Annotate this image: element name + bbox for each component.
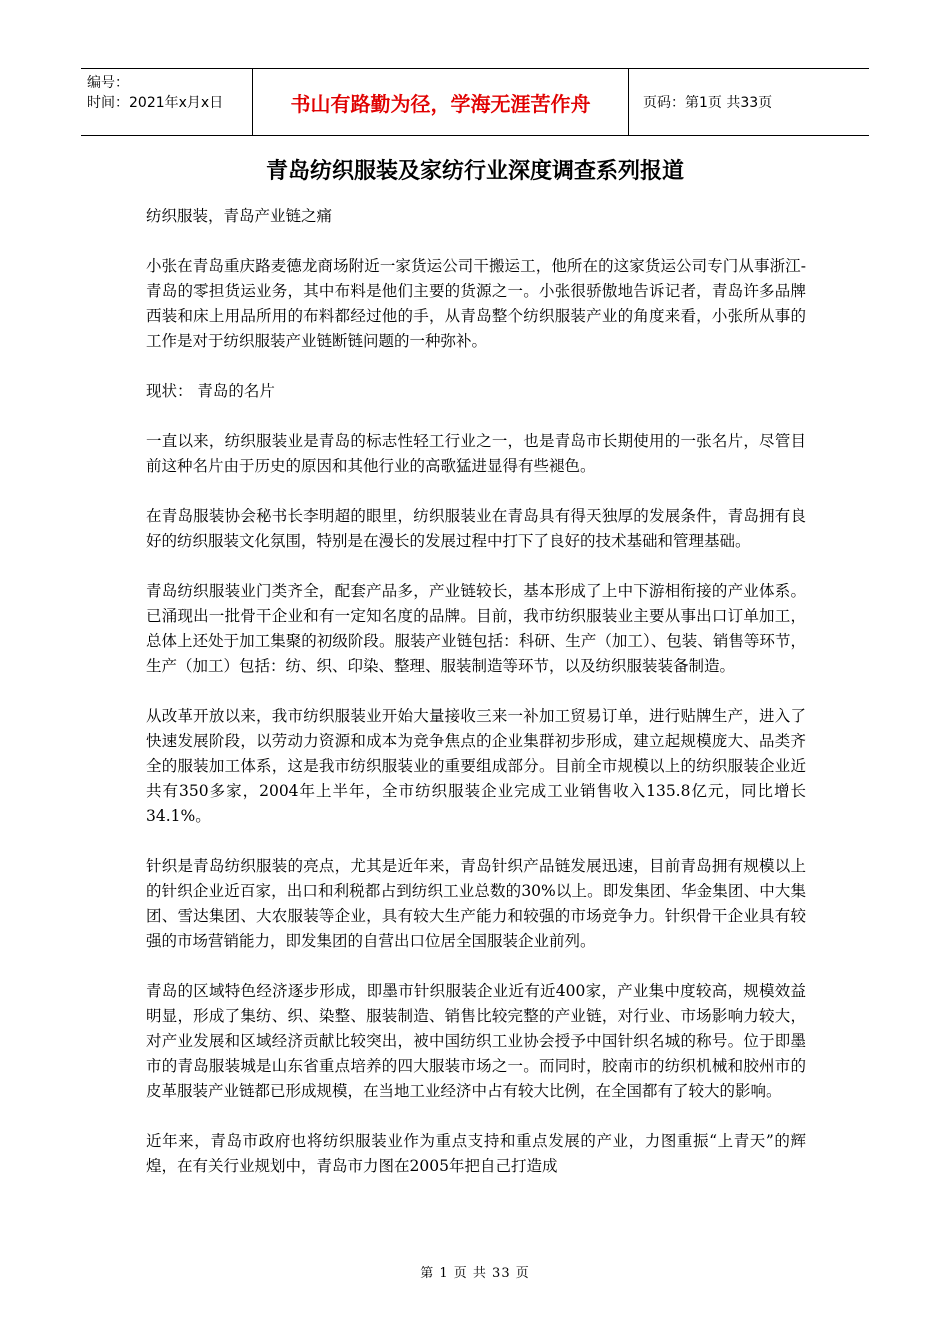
header-page-info: 页码：第1页 共33页 <box>643 95 773 111</box>
time-label: 时间：2021年x月x日 <box>87 95 224 111</box>
paragraph: 从改革开放以来，我市纺织服装业开始大量接收三来一补加工贸易订单，进行贴牌生产，进入了快速发展阶段，以劳动力资源和成本为竞争焦点的企业集群初步形成，建立起规模庞大、品类齐全的服装加工体系，这是我市纺织服装业的重要组成部分。目前全市规模以上的纺织服装企业近共有350多家，2004年上半年，全市纺织服装企业完成工业销售收入135.8亿元，同比增长34.1%。 <box>146 707 806 825</box>
page-header <box>81 68 869 136</box>
paragraph: 青岛的区域特色经济逐步形成，即墨市针织服装企业近有近400家，产业集中度较高，规模效益明显，形成了集纺、织、染整、服装制造、销售比较完整的产业链，对行业、市场影响力较大，对产业发展和区域经济贡献比较突出，被中国纺织工业协会授予中国针织名城的称号。位于即墨市的青岛服装城是山东省重点培养的四大服装市场之一。而同时，胶南市的纺织机械和胶州市的皮革服装产业链都已形成规模，在当地工业经济中占有较大比例，在全国都有了较大的影响。 <box>146 982 806 1100</box>
paragraph: 针织是青岛纺织服装的亮点，尤其是近年来，青岛针织产品链发展迅速，目前青岛拥有规模以上的针织企业近百家，出口和利税都占到纺织工业总数的30%以上。即发集团、华金集团、中大集团、雪达集团、大农服装等企业，具有较大生产能力和较强的市场竞争力。针织骨干企业具有较强的市场营销能力，即发集团的自营出口位居全国服装企业前列。 <box>146 857 806 950</box>
paragraph: 现状： 青岛的名片 <box>146 382 275 400</box>
paragraph: 一直以来，纺织服装业是青岛的标志性轻工行业之一，也是青岛市长期使用的一张名片，尽管目前这种名片由于历史的原因和其他行业的高歌猛进显得有些褪色。 <box>146 432 806 475</box>
header-meta <box>81 69 253 135</box>
paragraph: 青岛纺织服装业门类齐全，配套产品多，产业链较长，基本形成了上中下游相衔接的产业体系。已涌现出一批骨干企业和有一定知名度的品牌。目前，我市纺织服装业主要从事出口订单加工，总体上还处于加工集聚的初级阶段。服装产业链包括：科研、生产（加工）、包装、销售等环节，生产（加工）包括：纺、织、印染、整理、服装制造等环节，以及纺织服装装备制造。 <box>146 582 806 675</box>
paragraph: 小张在青岛重庆路麦德龙商场附近一家货运公司干搬运工，他所在的这家货运公司专门从事浙江-青岛的零担货运业务，其中布料是他们主要的货源之一。小张很骄傲地告诉记者，青岛许多品牌西装和床上用品所用的布料都经过他的手，从青岛整个纺织服装产业的角度来看，小张所从事的工作是对于纺织服装产业链断链问题的一种弥补。 <box>146 257 806 350</box>
page-footer: 第 1 页 共 33 页 <box>420 1266 530 1281</box>
paragraph: 纺织服装，青岛产业链之痛 <box>146 207 333 225</box>
paragraph: 在青岛服装协会秘书长李明超的眼里，纺织服装业在青岛具有得天独厚的发展条件，青岛拥有良好的纺织服装文化氛围，特别是在漫长的发展过程中打下了良好的技术基础和管理基础。 <box>146 507 806 550</box>
number-label: 编号： <box>87 75 129 91</box>
document-body <box>146 204 806 1204</box>
paragraph: 近年来，青岛市政府也将纺织服装业作为重点支持和重点发展的产业，力图重振“上青天”的辉煌，在有关行业规划中，青岛市力图在2005年把自己打造成 <box>146 1132 806 1175</box>
document-title: 青岛纺织服装及家纺行业深度调查系列报道 <box>265 159 684 184</box>
header-motto: 书山有路勤为径，学海无涯苦作舟 <box>253 69 629 135</box>
